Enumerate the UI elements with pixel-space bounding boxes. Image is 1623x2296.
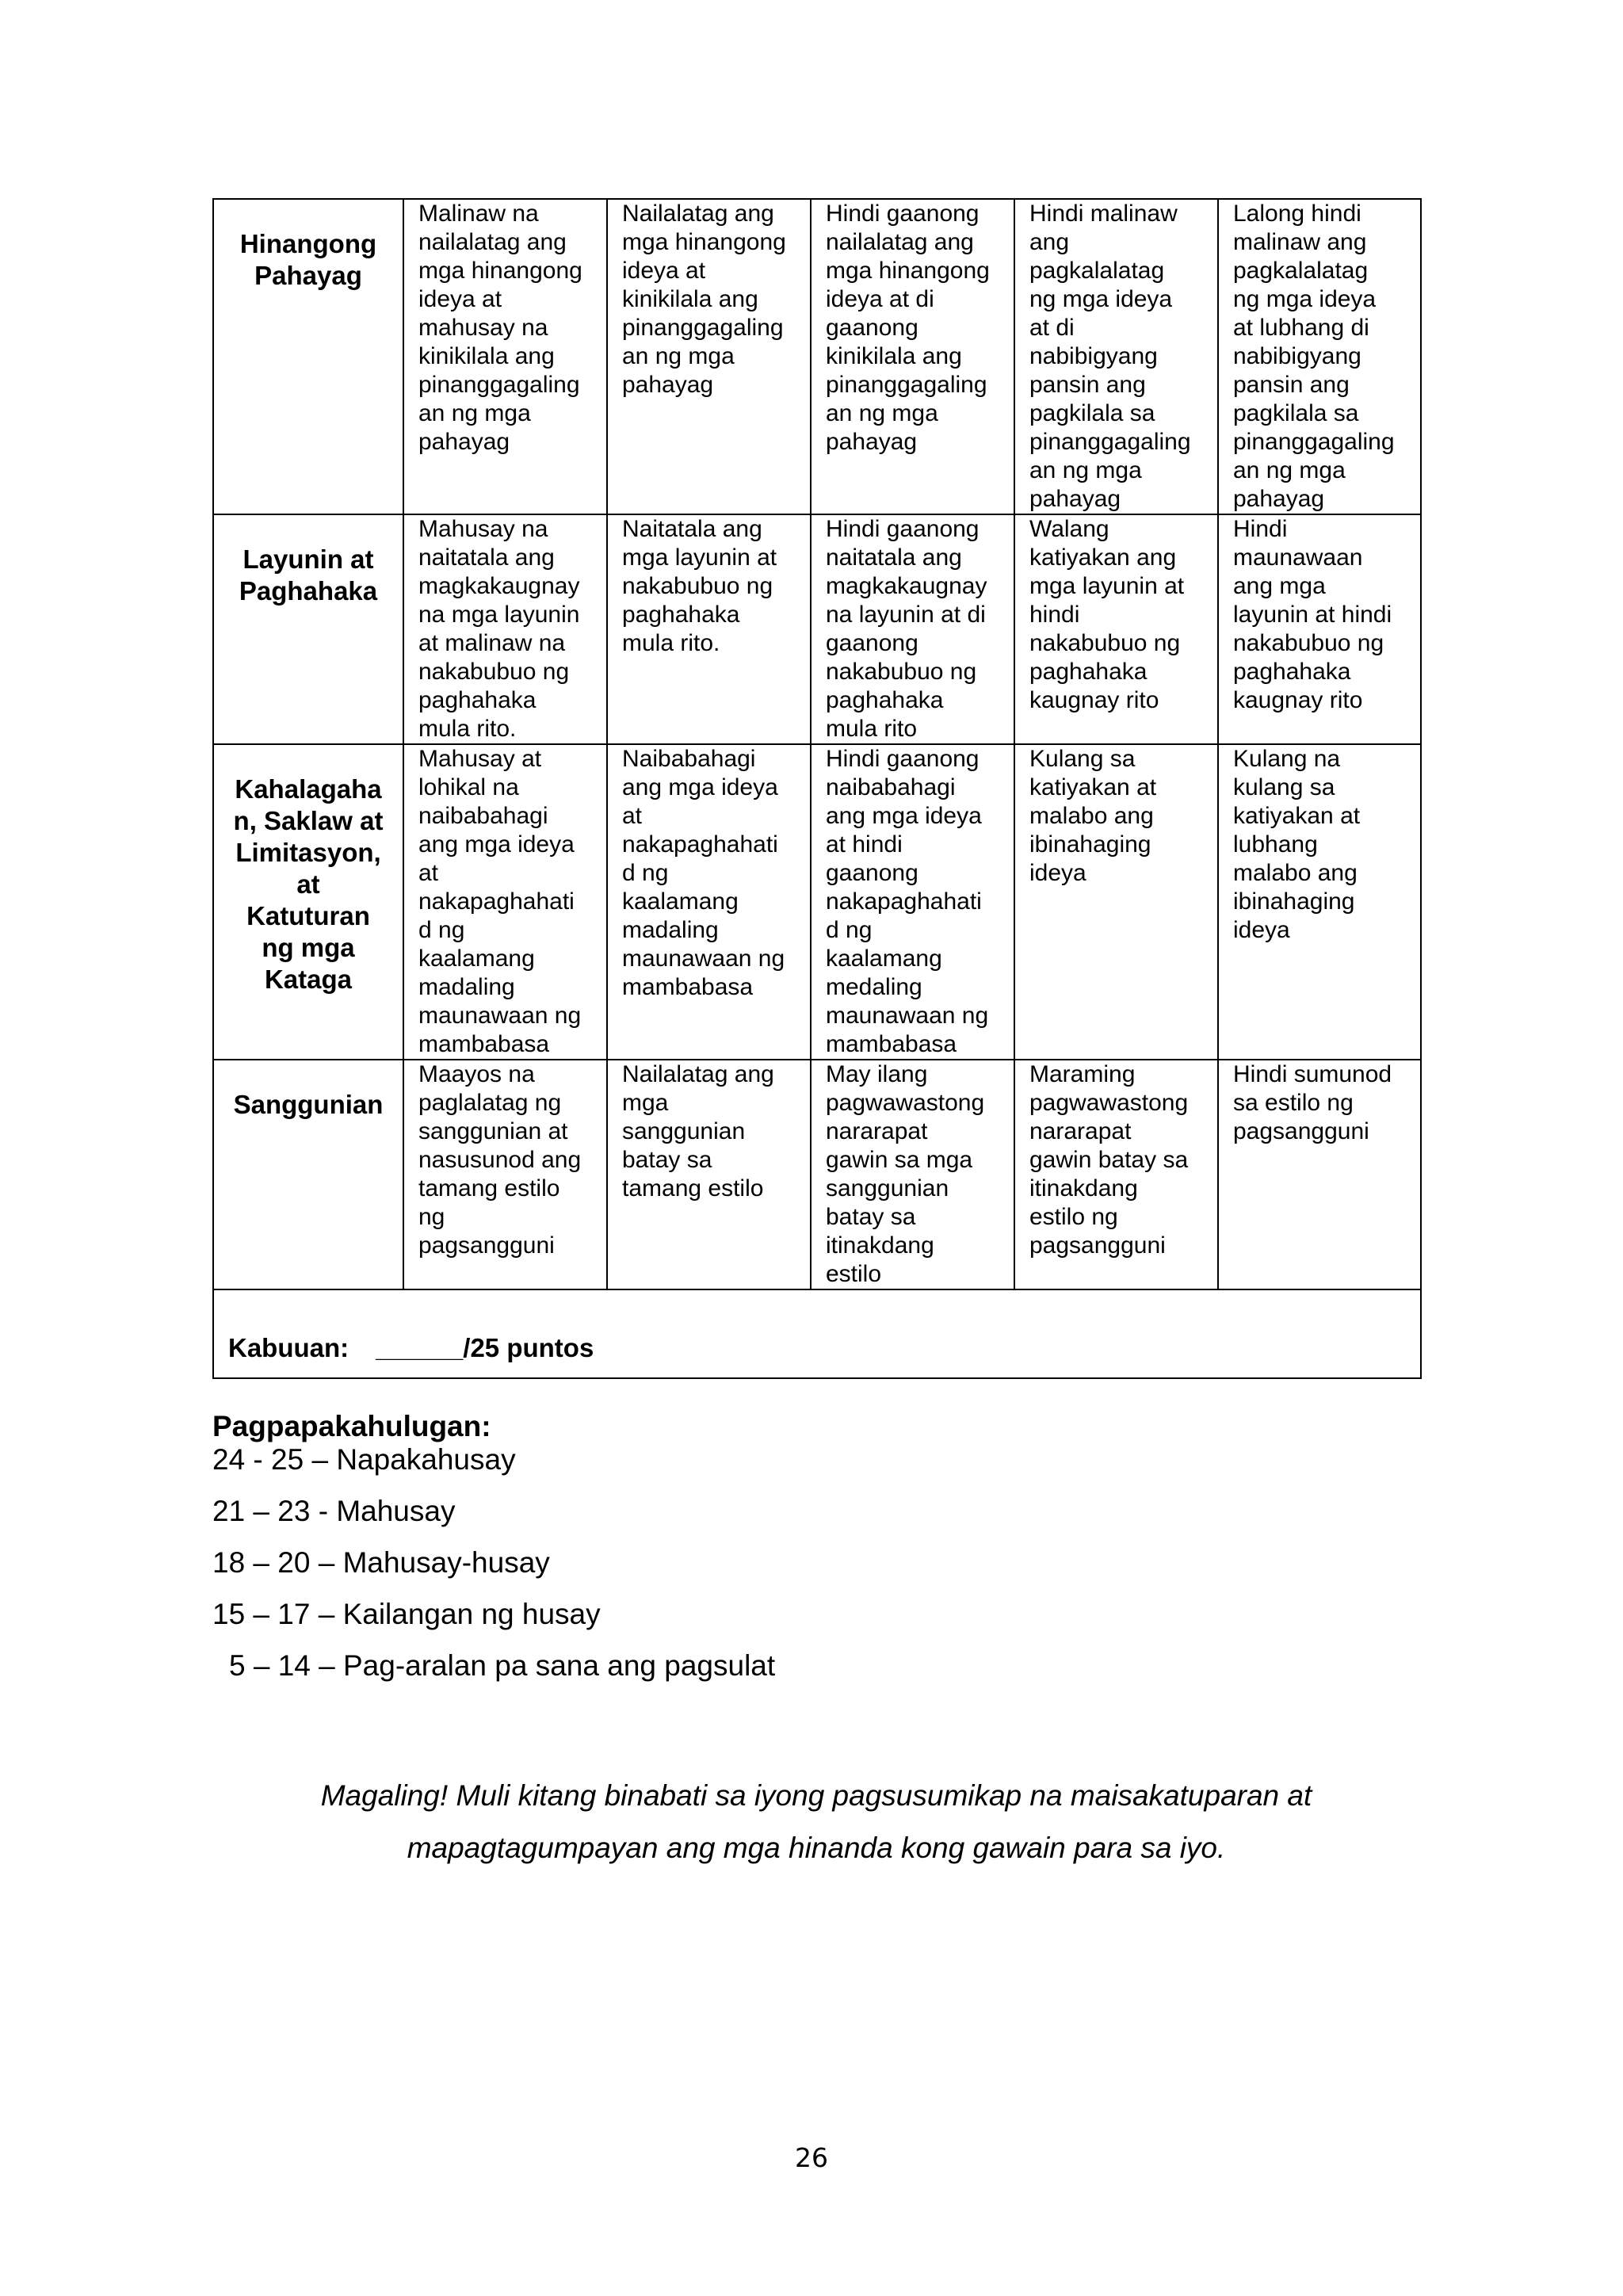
level-cell: Walang katiyakan ang mga layunin at hindi nakabubuo ng paghahaka kaugnay rito <box>1014 514 1218 744</box>
interpretation-item: 21 – 23 - Mahusay <box>212 1495 456 1527</box>
rubric-total-row <box>213 1289 1421 1378</box>
level-cell: Mahusay at lohikal na naibabahagi ang mga ideya at nakapaghahati d ng kaalamang madaling maunawaan ng mambabasa <box>403 744 607 1060</box>
rubric-row-layunin <box>213 514 1421 744</box>
level-cell: Hindi gaanong nailalatag ang mga hinangong ideya at di gaanong kinikilala ang pinanggagaling an ng mga pahayag <box>811 199 1014 514</box>
page-number: 26 <box>795 2142 828 2173</box>
interpretation-item: 5 – 14 – Pag-aralan pa sana ang pagsulat <box>229 1649 776 1682</box>
level-cell: Mahusay na naitatala ang magkakaugnay na mga layunin at malinaw na nakabubuo ng paghahaka mula rito. <box>403 514 607 744</box>
level-cell: Hindi gaanong naibabahagi ang mga ideya at hindi gaanong nakapaghahati d ng kaalamang medaling maunawaan ng mambabasa <box>811 744 1014 1060</box>
criterion-cell: Hinangong Pahayag <box>213 199 403 514</box>
interpretation-item: 15 – 17 – Kailangan ng husay <box>212 1598 601 1630</box>
level-cell: Maraming pagwawastong nararapat gawin batay sa itinakdang estilo ng pagsangguni <box>1014 1060 1218 1289</box>
level-cell: Lalong hindi malinaw ang pagkalalatag ng mga ideya at lubhang di nabibigyang pansin ang pagkilala sa pinanggagaling an ng mga pahayag <box>1218 199 1421 514</box>
rubric-row-hinangong-pahayag <box>213 199 1421 514</box>
interpretation-item: 18 – 20 – Mahusay-husay <box>212 1546 550 1579</box>
criterion-cell: Layunin at Paghahaka <box>213 514 403 744</box>
rubric-row-kahalagahan <box>213 744 1421 1060</box>
level-cell: Hindi sumunod sa estilo ng pagsangguni <box>1218 1060 1421 1289</box>
level-cell: Hindi gaanong naitatala ang magkakaugnay na layunin at di gaanong nakabubuo ng paghahaka mula rito <box>811 514 1014 744</box>
total-cell <box>213 1289 1421 1378</box>
criterion-cell: Kahalagaha n, Saklaw at Limitasyon, at Katuturan ng mga Kataga <box>213 744 403 1060</box>
level-cell: May ilang pagwawastong nararapat gawin sa mga sanggunian batay sa itinakdang estilo <box>811 1060 1014 1289</box>
interpretation-item: 24 - 25 – Napakahusay <box>212 1443 516 1476</box>
closing-message: Magaling! Muli kitang binabati sa iyong pagsusumikap na maisakatuparan at mapagtagumpayan ang mga hinanda kong gawain para sa iyo. <box>320 1779 1312 1864</box>
level-cell: Malinaw na nailalatag ang mga hinangong ideya at mahusay na kinikilala ang pinanggagaling an ng mga pahayag <box>403 199 607 514</box>
level-cell: Nailalatag ang mga sanggunian batay sa tamang estilo <box>607 1060 811 1289</box>
rubric-table <box>212 198 1422 1379</box>
level-cell: Hindi malinaw ang pagkalalatag ng mga ideya at di nabibigyang pansin ang pagkilala sa pinanggagaling an ng mga pahayag <box>1014 199 1218 514</box>
level-cell: Nailalatag ang mga hinangong ideya at kinikilala ang pinanggagaling an ng mga pahayag <box>607 199 811 514</box>
rubric-row-sanggunian <box>213 1060 1421 1289</box>
total-score-blank: ______/25 puntos <box>376 1333 594 1362</box>
level-cell: Naibabahagi ang mga ideya at nakapaghahati d ng kaalamang madaling maunawaan ng mambabasa <box>607 744 811 1060</box>
level-cell: Hindi maunawaan ang mga layunin at hindi nakabubuo ng paghahaka kaugnay rito <box>1218 514 1421 744</box>
level-cell: Kulang na kulang sa katiyakan at lubhang malabo ang ibinahaging ideya <box>1218 744 1421 1060</box>
criterion-cell: Sanggunian <box>213 1060 403 1289</box>
level-cell: Maayos na paglalatag ng sanggunian at nasusunod ang tamang estilo ng pagsangguni <box>403 1060 607 1289</box>
level-cell: Naitatala ang mga layunin at nakabubuo ng paghahaka mula rito. <box>607 514 811 744</box>
level-cell: Kulang sa katiyakan at malabo ang ibinahaging ideya <box>1014 744 1218 1060</box>
interpretation-title: Pagpapakahulugan: <box>212 1410 491 1442</box>
total-label: Kabuuan: <box>228 1333 349 1362</box>
interpretation-section <box>212 1409 1322 1700</box>
